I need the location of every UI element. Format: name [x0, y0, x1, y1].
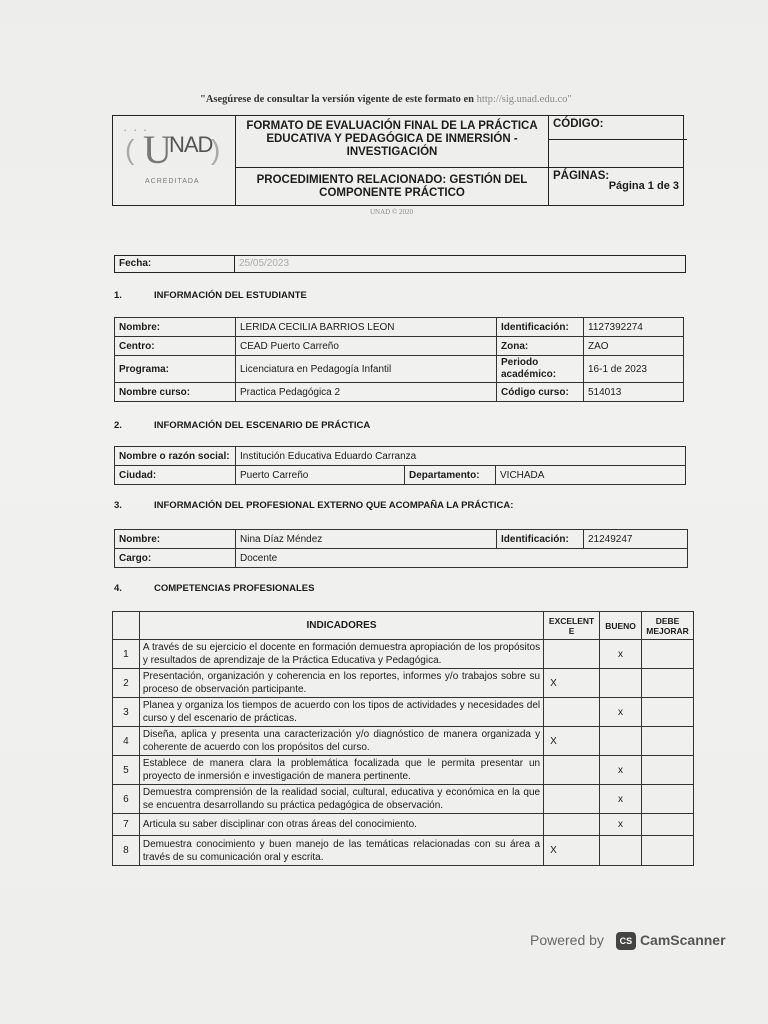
- version-notice: [200, 94, 620, 105]
- mark-good: x: [600, 785, 642, 814]
- course-value: Practica Pedagógica 2: [236, 383, 497, 402]
- mark-good: x: [600, 698, 642, 727]
- center-value: CEAD Puerto Carreño: [236, 337, 497, 356]
- competency-row: 1 A través de su ejercicio el docente en formación demuestra apropiación de los propósitos y resultados de aprendizaje de la Práctica Educativa y Pedagógica. x: [113, 640, 694, 669]
- zone-value: ZAO: [584, 337, 684, 356]
- program-value: Licenciatura en Pedagogía Infantil: [236, 356, 497, 383]
- mark-good: [600, 836, 642, 866]
- pages-cell: [549, 168, 684, 206]
- date-row: [114, 255, 686, 273]
- logo-nad: NAD: [169, 132, 213, 157]
- mark-excellent: [544, 814, 600, 836]
- date-label: Fecha:: [119, 258, 152, 269]
- code-value: [549, 139, 687, 164]
- mark-excellent: X: [544, 669, 600, 698]
- format-header: [112, 115, 684, 206]
- professional-name: Nina Díaz Méndez: [236, 530, 497, 549]
- laurel-left-icon: (: [125, 134, 135, 165]
- mark-good: [600, 727, 642, 756]
- indicators-header: INDICADORES: [139, 612, 543, 640]
- competency-row: 8 Demuestra conocimiento y buen manejo de las temáticas relacionadas con su área a través de su comunicación oral y escrita. X: [113, 836, 694, 866]
- header-footnote: UNAD © 2020: [370, 208, 414, 216]
- mark-excellent: X: [544, 836, 600, 866]
- mark-good: x: [600, 814, 642, 836]
- student-id: 1127392274: [584, 318, 684, 337]
- scenario-name: Institución Educativa Eduardo Carranza: [236, 447, 686, 466]
- competency-row: 7 Articula su saber disciplinar con otras áreas del conocimiento. x: [113, 814, 694, 836]
- student-name: LERIDA CECILIA BARRIOS LEON: [236, 318, 497, 337]
- mark-improve: [642, 640, 694, 669]
- competencies-table: [112, 611, 694, 866]
- city-label: Ciudad:: [115, 466, 236, 485]
- notice-url: http://sig.unad.edu.co": [476, 94, 572, 105]
- camscanner-icon: CS: [616, 932, 636, 950]
- good-header: BUENO: [600, 612, 642, 640]
- professional-id-label: Identificación:: [497, 530, 584, 549]
- professional-id: 21249247: [584, 530, 688, 549]
- scenario-info-table: [114, 446, 686, 485]
- laurel-right-icon: ): [211, 134, 221, 165]
- period-label: Periodo académico:: [497, 356, 584, 383]
- student-name-label: Nombre:: [115, 318, 236, 337]
- camscanner-watermark: [530, 932, 726, 950]
- mark-excellent: [544, 756, 600, 785]
- mark-improve: [642, 814, 694, 836]
- competency-row: 5 Establece de manera clara la problemática focalizada que le permita presentar un proyecto de inmersión e investigación de manera pertinente. x: [113, 756, 694, 785]
- program-label: Programa:: [115, 356, 236, 383]
- logo-u: U: [143, 127, 172, 172]
- section-2-heading: 2. INFORMACIÓN DEL ESCENARIO DE PRÁCTICA: [114, 420, 371, 431]
- procedure-title: PROCEDIMIENTO RELACIONADO: GESTIÓN DEL COMPONENTE PRÁCTICO: [236, 168, 549, 206]
- mark-excellent: [544, 640, 600, 669]
- mark-improve: [642, 727, 694, 756]
- role-value: Docente: [236, 549, 688, 568]
- section-3-heading: 3. INFORMACIÓN DEL PROFESIONAL EXTERNO QUE ACOMPAÑA LA PRÁCTICA:: [114, 500, 514, 511]
- mark-excellent: [544, 785, 600, 814]
- student-id-label: Identificación:: [497, 318, 584, 337]
- mark-good: x: [600, 640, 642, 669]
- unad-logo: · · · ( U NAD ) ACREDITADA: [113, 116, 236, 206]
- powered-by-text: Powered by: [530, 932, 604, 948]
- competency-row: 3 Planea y organiza los tiempos de acuerdo con los tipos de actividades y necesidades del curso y del escenario de prácticas. x: [113, 698, 694, 727]
- competency-row: 4 Diseña, aplica y presenta una caracterización y/o diagnóstico de manera organizada y coherente de acuerdo con los propósitos del curso. X: [113, 727, 694, 756]
- competency-row: 2 Presentación, organización y coherencia en los reportes, informes y/o trabajos sobre su proceso de observación participante. X: [113, 669, 694, 698]
- competency-row: 6 Demuestra comprensión de la realidad social, cultural, educativa y económica en la que se encuentra desarrollando su práctica pedagógica de observación. x: [113, 785, 694, 814]
- course-code-value: 514013: [584, 383, 684, 402]
- pages-label: PÁGINAS:: [553, 170, 610, 182]
- section-1-heading: 1. INFORMACIÓN DEL ESTUDIANTE: [114, 290, 307, 301]
- logo-accredited: ACREDITADA: [145, 178, 200, 185]
- format-title: FORMATO DE EVALUACIÓN FINAL DE LA PRÁCTICA EDUCATIVA Y PEDAGÓGICA DE INMERSIÓN - INVESTIGACIÓN: [236, 116, 549, 168]
- mark-improve: [642, 669, 694, 698]
- code-label: CÓDIGO:: [553, 118, 604, 130]
- camscanner-name: CamScanner: [639, 932, 726, 948]
- mark-improve: [642, 698, 694, 727]
- course-label: Nombre curso:: [115, 383, 236, 402]
- date-value: 25/05/2023: [239, 258, 290, 269]
- role-label: Cargo:: [115, 549, 236, 568]
- course-code-label: Código curso:: [497, 383, 584, 402]
- department-label: Departamento:: [405, 466, 496, 485]
- section-4-heading: 4. COMPETENCIAS PROFESIONALES: [114, 583, 315, 594]
- city-value: Puerto Carreño: [236, 466, 405, 485]
- zone-label: Zona:: [497, 337, 584, 356]
- mark-improve: [642, 785, 694, 814]
- notice-text: "Asegúrese de consultar la versión vigente de este formato en: [200, 94, 477, 105]
- center-label: Centro:: [115, 337, 236, 356]
- mark-good: x: [600, 756, 642, 785]
- professional-name-label: Nombre:: [115, 530, 236, 549]
- code-cell: [549, 116, 684, 168]
- professional-info-table: [114, 529, 688, 568]
- mark-excellent: [544, 698, 600, 727]
- improve-header: DEBE MEJORAR: [642, 612, 694, 640]
- mark-improve: [642, 756, 694, 785]
- scenario-name-label: Nombre o razón social:: [115, 447, 236, 466]
- period-value: 16-1 de 2023: [584, 356, 684, 383]
- mark-improve: [642, 836, 694, 866]
- excellent-header: EXCELENT E: [544, 612, 600, 640]
- department-value: VICHADA: [496, 466, 686, 485]
- pages-value: Página 1 de 3: [608, 180, 679, 192]
- mark-good: [600, 669, 642, 698]
- student-info-table: [114, 317, 684, 402]
- mark-excellent: X: [544, 727, 600, 756]
